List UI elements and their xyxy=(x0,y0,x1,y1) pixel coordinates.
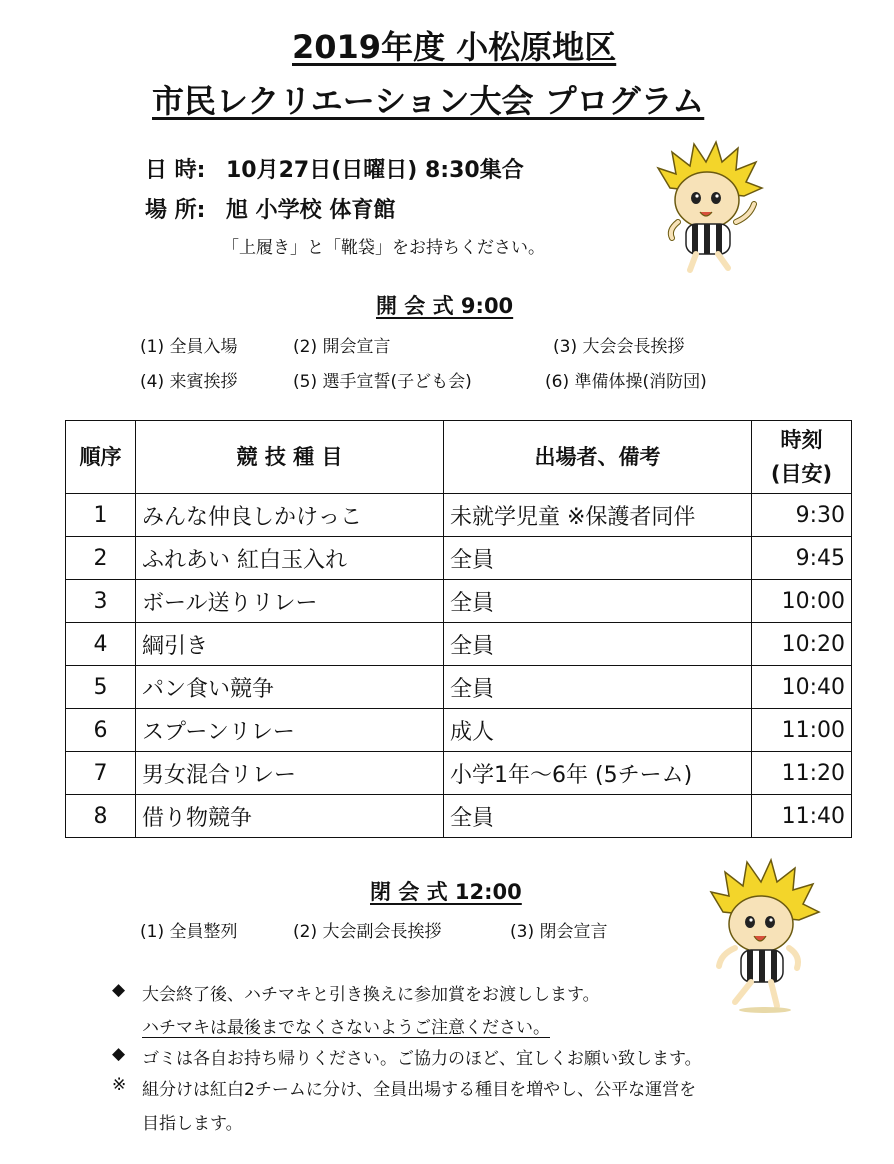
row-time: 10:00 xyxy=(752,580,852,623)
header-order: 順序 xyxy=(66,421,136,494)
row-number: 5 xyxy=(66,666,136,709)
table-row xyxy=(66,666,852,709)
opening-item: (4) 来賓挨拶 xyxy=(140,372,238,392)
mascot-character-icon xyxy=(705,856,823,1016)
opening-item: (1) 全員入場 xyxy=(140,337,238,357)
mascot-character-icon xyxy=(650,138,768,276)
row-time: 11:00 xyxy=(752,709,852,752)
table-row xyxy=(66,709,852,752)
opening-title: 開 会 式 9:00 xyxy=(376,294,514,318)
opening-item: (2) 開会宣言 xyxy=(293,337,391,357)
row-number: 2 xyxy=(66,537,136,580)
program-table xyxy=(65,420,852,838)
bullet3-line1: 組分けは紅白2チームに分け、全員出場する種目を増やし、公平な運営を xyxy=(142,1080,697,1100)
header-time xyxy=(752,421,852,494)
row-participants: 全員 xyxy=(444,795,752,838)
place-label: 場 所: xyxy=(145,198,206,223)
place-value: 旭 小学校 体育館 xyxy=(226,198,396,223)
row-number: 6 xyxy=(66,709,136,752)
row-number: 7 xyxy=(66,752,136,795)
table-row xyxy=(66,623,852,666)
bullet2-mark: ◆ xyxy=(112,1044,126,1064)
row-participants: 全員 xyxy=(444,580,752,623)
table-row xyxy=(66,580,852,623)
opening-item: (5) 選手宣誓(子ども会) xyxy=(293,372,472,392)
row-number: 8 xyxy=(66,795,136,838)
opening-item: (6) 準備体操(消防団) xyxy=(545,372,707,392)
table-header-row xyxy=(66,421,852,494)
opening-item: (3) 大会会長挨拶 xyxy=(553,337,685,357)
row-participants: 小学1年～6年 (5チーム) xyxy=(444,752,752,795)
page-title-line1: 2019年度 小松原地区 xyxy=(292,28,617,66)
bullet3-mark: ※ xyxy=(112,1075,127,1095)
closing-item: (2) 大会副会長挨拶 xyxy=(293,922,442,942)
row-participants: 全員 xyxy=(444,666,752,709)
bullet1-line2: ハチマキは最後までなくさないようご注意ください。 xyxy=(142,1018,550,1038)
row-participants: 全員 xyxy=(444,537,752,580)
row-event: スプーンリレー xyxy=(136,709,444,752)
row-participants: 未就学児童 ※保護者同伴 xyxy=(444,494,752,537)
header-time-line1: 時刻 xyxy=(780,428,823,452)
row-event: 綱引き xyxy=(136,623,444,666)
row-time: 9:30 xyxy=(752,494,852,537)
table-row xyxy=(66,752,852,795)
row-participants: 成人 xyxy=(444,709,752,752)
bullet2-line1: ゴミは各自お持ち帰りください。ご協力のほど、宜しくお願い致します。 xyxy=(142,1049,702,1069)
page-title-line2: 市民レクリエーション大会 プログラム xyxy=(152,82,705,120)
closing-title: 閉 会 式 12:00 xyxy=(370,880,522,904)
row-number: 3 xyxy=(66,580,136,623)
date-label: 日 時: xyxy=(145,158,206,183)
bullet1-line1: 大会終了後、ハチマキと引き換えに参加賞をお渡しします。 xyxy=(142,985,600,1005)
shoes-note: 「上履き」と「靴袋」をお持ちください。 xyxy=(222,238,545,258)
row-event: 男女混合リレー xyxy=(136,752,444,795)
table-row xyxy=(66,537,852,580)
closing-item: (1) 全員整列 xyxy=(140,922,238,942)
table-row xyxy=(66,494,852,537)
row-time: 11:40 xyxy=(752,795,852,838)
bullet1-mark: ◆ xyxy=(112,980,126,1000)
bullet3-line2: 目指します。 xyxy=(142,1114,243,1134)
row-event: みんな仲良しかけっこ xyxy=(136,494,444,537)
header-participants: 出場者、備考 xyxy=(444,421,752,494)
table-row xyxy=(66,795,852,838)
row-event: ボール送りリレー xyxy=(136,580,444,623)
row-number: 4 xyxy=(66,623,136,666)
closing-item: (3) 閉会宣言 xyxy=(510,922,608,942)
row-time: 11:20 xyxy=(752,752,852,795)
date-value: 10月27日(日曜日) 8:30集合 xyxy=(226,158,524,183)
row-event: ふれあい 紅白玉入れ xyxy=(136,537,444,580)
row-participants: 全員 xyxy=(444,623,752,666)
row-time: 10:20 xyxy=(752,623,852,666)
header-event: 競 技 種 目 xyxy=(136,421,444,494)
row-number: 1 xyxy=(66,494,136,537)
row-time: 9:45 xyxy=(752,537,852,580)
row-event: 借り物競争 xyxy=(136,795,444,838)
row-event: パン食い競争 xyxy=(136,666,444,709)
header-time-line2: (目安) xyxy=(770,462,833,486)
row-time: 10:40 xyxy=(752,666,852,709)
